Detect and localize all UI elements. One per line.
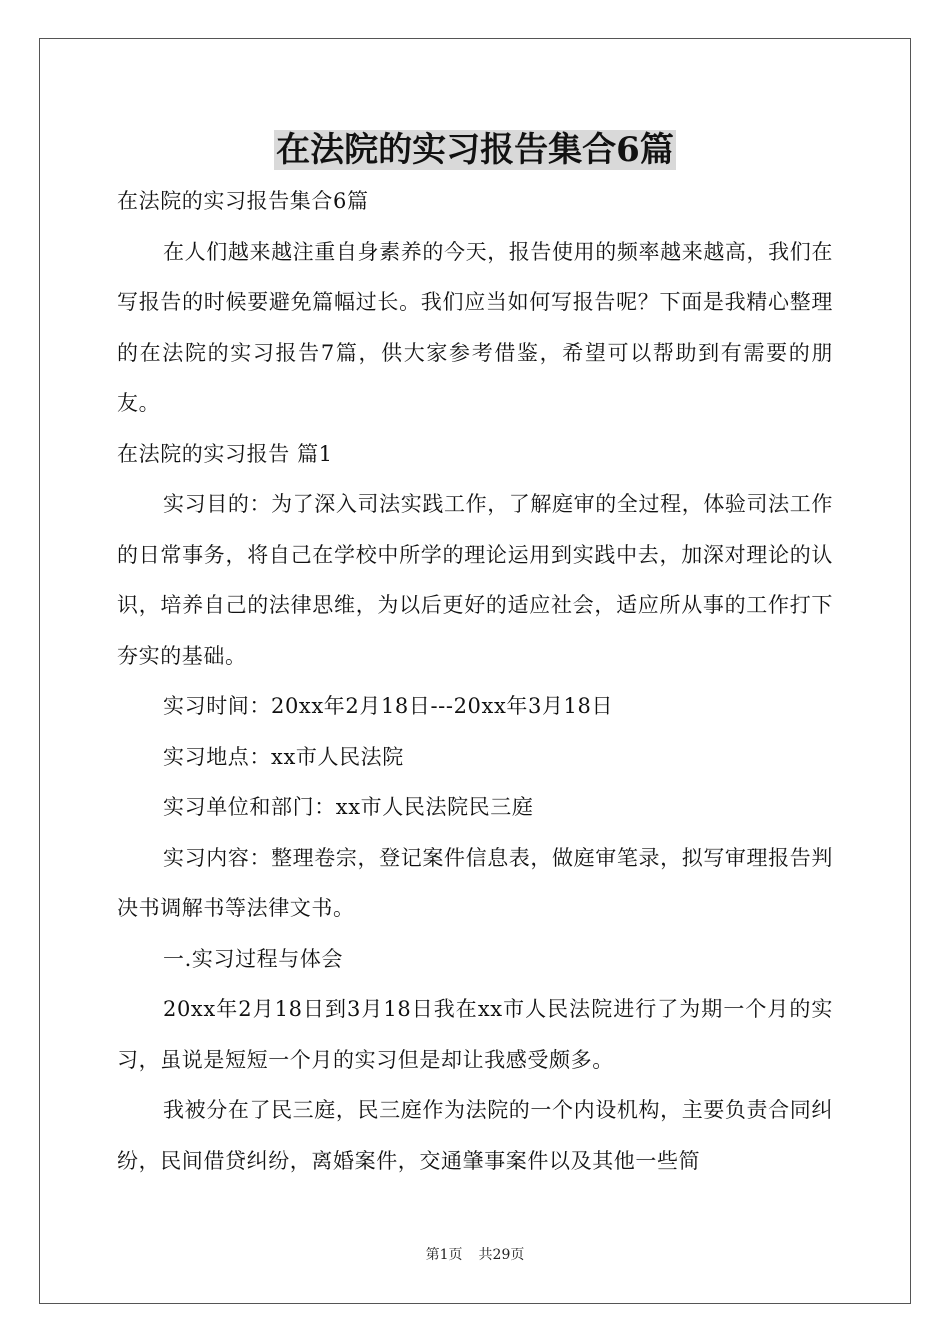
content-paragraph: 实习内容：整理卷宗，登记案件信息表，做庭审笔录，拟写审理报告判决书调解书等法律文书。: [117, 845, 833, 920]
purpose-paragraph: 实习目的：为了深入司法实践工作，了解庭审的全过程，体验司法工作的日常事务，将自己在学校中所学的理论运用到实践中去，加深对理论的认识，培养自己的法律思维，为以后更好的适应社会，适应所从事的工作打下夯实的基础。: [117, 492, 833, 668]
document-title-text: 在法院的实习报告集合6篇: [276, 130, 674, 170]
page-total: 共29页: [478, 1247, 525, 1263]
section-heading: 在法院的实习报告 篇1: [117, 441, 333, 466]
time-line: 实习时间：20xx年2月18日---20xx年3月18日: [163, 694, 614, 718]
process-paragraph: 20xx年2月18日到3月18日我在xx市人民法院进行了为期一个月的实习，虽说是短短一个月的实习但是却让我感受颇多。: [117, 997, 833, 1072]
document-subtitle: 在法院的实习报告集合6篇: [117, 189, 369, 213]
document-title: [0, 128, 950, 172]
location-line: 实习地点：xx市人民法院: [163, 744, 404, 769]
document-body: [117, 176, 833, 1186]
assignment-paragraph: 我被分在了民三庭，民三庭作为法院的一个内设机构，主要负责合同纠纷，民间借贷纠纷，离婚案件，交通肇事案件以及其他一些简: [117, 1098, 833, 1173]
subheading: 一.实习过程与体会: [163, 946, 344, 971]
page-footer: [0, 1245, 950, 1265]
page-number: 第1页: [425, 1247, 463, 1263]
unit-line: 实习单位和部门：xx市人民法院民三庭: [163, 795, 534, 819]
intro-paragraph: 在人们越来越注重自身素养的今天，报告使用的频率越来越高，我们在写报告的时候要避免篇幅过长。我们应当如何写报告呢？下面是我精心整理的在法院的实习报告7篇，供大家参考借鉴，希望可以帮助到有需要的朋友。: [117, 239, 833, 415]
